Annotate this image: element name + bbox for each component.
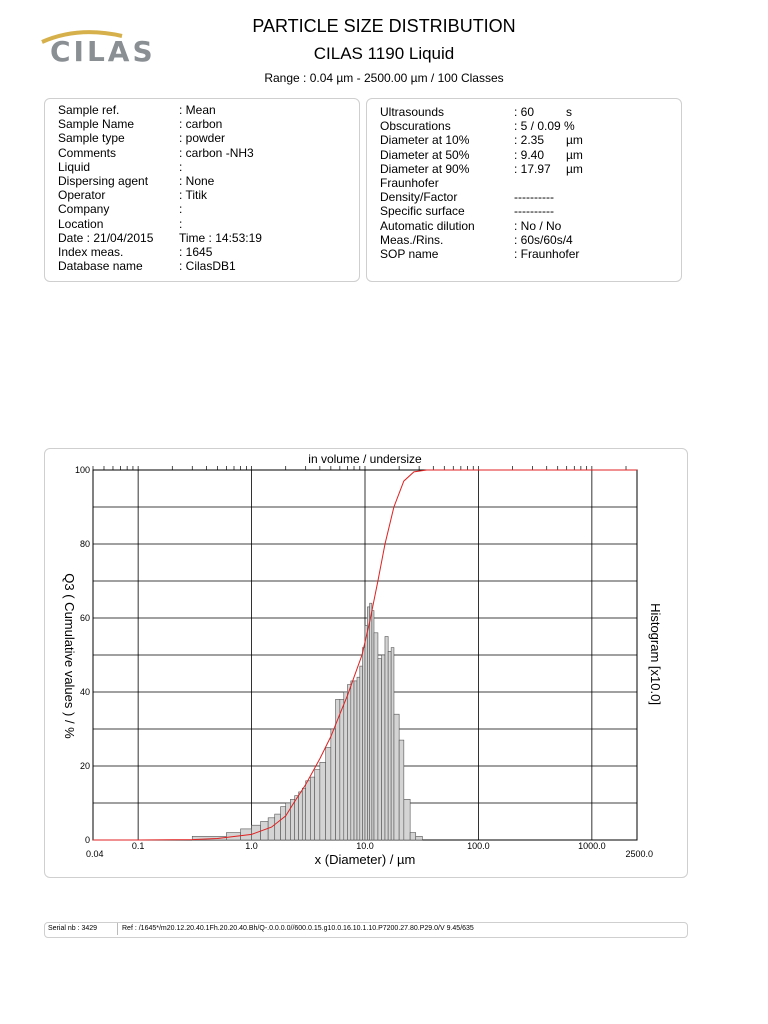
info-row — [58, 202, 348, 216]
reference-string: Ref : /1645*/m20.12.20.40.1Fh.20.20.40.Bh/Q-.0.0.0.0//600.0.15.g10.0.16.10.1.10.P7200.27.80.P29.0/V 9.45/635 — [122, 925, 474, 932]
x-tick-label: 0.04 — [86, 849, 104, 859]
histogram-bar — [299, 792, 303, 840]
info-value: : No / No — [514, 218, 562, 233]
histogram-bar — [306, 781, 311, 840]
histogram-bar — [410, 833, 416, 840]
info-row — [380, 190, 670, 204]
info-row — [380, 105, 670, 119]
histogram-bar — [320, 762, 326, 840]
x-tick-label: 10.0 — [356, 841, 374, 851]
info-row — [58, 188, 348, 202]
measurement-range: Range : 0.04 µm - 2500.00 µm / 100 Classes — [264, 71, 504, 85]
histogram-bar — [281, 807, 286, 840]
x-tick-label: 1000.0 — [578, 841, 606, 851]
info-key: Specific surface — [380, 204, 465, 219]
info-row — [380, 247, 670, 261]
info-key: Ultrasounds — [380, 105, 445, 119]
info-row — [380, 219, 670, 233]
x-tick-label: 1.0 — [245, 841, 258, 851]
histogram-bar — [295, 796, 299, 840]
histogram-bar — [344, 692, 348, 840]
chart-title: in volume / undersize — [308, 452, 422, 466]
histogram-bar — [268, 818, 275, 840]
info-unit: µm — [566, 147, 583, 162]
y-axis-label: Q3 ( Cumulative values ) / % — [62, 573, 77, 739]
histogram-bar — [365, 625, 367, 840]
y-tick-label: 80 — [79, 539, 90, 549]
serial-number: Serial nb : 3429 — [48, 925, 98, 932]
info-value: : powder — [179, 131, 226, 146]
info-key: Dispersing agent — [58, 173, 149, 188]
histogram-bar — [310, 777, 314, 840]
histogram-bar — [378, 659, 382, 840]
histogram-bar — [302, 788, 305, 840]
info-row — [380, 119, 670, 133]
info-value: : carbon -NH3 — [179, 145, 254, 160]
histogram-bar — [351, 681, 354, 840]
info-row — [58, 160, 348, 174]
info-key: Date : 21/04/2015 — [58, 230, 154, 245]
histogram-bar — [347, 685, 350, 840]
info-key: Diameter at 90% — [380, 161, 470, 176]
info-row — [380, 204, 670, 218]
info-value: : Fraunhofer — [514, 246, 580, 261]
info-key: Density/Factor — [380, 190, 458, 205]
y-tick-label: 40 — [79, 687, 90, 697]
histogram-bar — [388, 651, 391, 840]
info-unit: s — [566, 105, 572, 119]
x-axis-label: x (Diameter) / µm — [314, 852, 416, 867]
histogram-axis-label: Histogram [x10.0] — [648, 603, 663, 705]
info-row — [380, 133, 670, 147]
info-value: : CilasDB1 — [179, 259, 236, 274]
info-value: ---------- — [514, 190, 554, 205]
histogram-bar — [382, 655, 385, 840]
info-key: Fraunhofer — [380, 175, 439, 190]
histogram-bar — [370, 603, 372, 840]
psd-chart — [44, 448, 686, 876]
info-key: Sample ref. — [58, 103, 120, 117]
sample-info — [58, 103, 348, 273]
info-row — [380, 162, 670, 176]
info-key: Company — [58, 202, 110, 217]
y-tick-label: 20 — [79, 761, 90, 771]
histogram-bar — [367, 607, 369, 840]
info-value: : None — [179, 173, 215, 188]
report-title: PARTICLE SIZE DISTRIBUTION — [252, 16, 516, 36]
histogram-bar — [374, 633, 378, 840]
info-row — [380, 148, 670, 162]
y-tick-label: 60 — [79, 613, 90, 623]
info-key: Index meas. — [58, 244, 124, 259]
instrument-name: CILAS 1190 Liquid — [313, 44, 455, 63]
info-value: : carbon — [179, 117, 223, 132]
histogram-bar — [354, 681, 357, 840]
info-value: : Titik — [179, 188, 208, 203]
info-value: : 9.40 — [514, 147, 545, 162]
logo-text: CILAS — [50, 35, 156, 68]
info-row — [58, 231, 348, 245]
histogram-bar — [362, 648, 365, 840]
histogram-bar — [394, 714, 399, 840]
histogram-bar — [372, 611, 374, 840]
x-tick-label: 100.0 — [467, 841, 490, 851]
histogram-bar — [404, 799, 410, 840]
info-key: Diameter at 10% — [380, 133, 470, 148]
info-value: : — [179, 159, 183, 174]
x-tick-label: 2500.0 — [625, 849, 653, 859]
info-value: Time : 14:53:19 — [179, 230, 262, 245]
info-value: : 1645 — [179, 244, 213, 259]
histogram-bar — [399, 740, 404, 840]
histogram-bar — [416, 836, 423, 840]
histogram-bar — [275, 814, 281, 840]
measurement-info — [380, 105, 670, 261]
info-value: : — [179, 202, 183, 217]
info-key: Diameter at 50% — [380, 147, 470, 162]
info-value: : Mean — [179, 103, 216, 117]
info-row — [58, 217, 348, 231]
info-key: Sample type — [58, 131, 125, 146]
footer-divider — [117, 923, 118, 935]
info-row — [58, 259, 348, 273]
info-value: ---------- — [514, 204, 554, 219]
histogram-bar — [360, 666, 363, 840]
histogram-bar — [315, 770, 320, 840]
info-key: Meas./Rins. — [380, 232, 444, 247]
info-key: Automatic dilution — [380, 218, 475, 233]
info-row — [58, 103, 348, 117]
histogram-bar — [357, 677, 360, 840]
info-key: Location — [58, 216, 104, 231]
info-row — [58, 117, 348, 131]
info-key: Comments — [58, 145, 117, 160]
info-value: : 60 — [514, 105, 535, 119]
info-key: Obscurations — [380, 119, 451, 134]
info-unit: µm — [566, 161, 583, 176]
info-row — [380, 233, 670, 247]
info-value: : 60s/60s/4 — [514, 232, 573, 247]
info-value: : 2.35 — [514, 133, 545, 148]
info-key: Operator — [58, 188, 106, 203]
info-unit: µm — [566, 133, 583, 148]
info-value: : 5 / 0.09 % — [514, 119, 575, 134]
info-row — [58, 174, 348, 188]
info-row — [58, 146, 348, 160]
info-row — [58, 245, 348, 259]
histogram-bar — [391, 648, 394, 840]
info-row — [58, 131, 348, 145]
histogram-bar — [326, 748, 331, 841]
histogram-bar — [385, 637, 388, 841]
info-key: SOP name — [380, 246, 439, 261]
y-tick-label: 0 — [84, 835, 90, 845]
info-row — [380, 176, 670, 190]
y-tick-label: 100 — [74, 465, 90, 475]
histogram-bar — [331, 729, 336, 840]
histogram-bar — [340, 699, 344, 840]
info-key: Liquid — [58, 159, 91, 174]
info-key: Sample Name — [58, 117, 135, 132]
info-value: : — [179, 216, 183, 231]
info-value: : 17.97 — [514, 161, 551, 176]
x-tick-label: 0.1 — [131, 841, 145, 851]
info-key: Database name — [58, 259, 143, 274]
